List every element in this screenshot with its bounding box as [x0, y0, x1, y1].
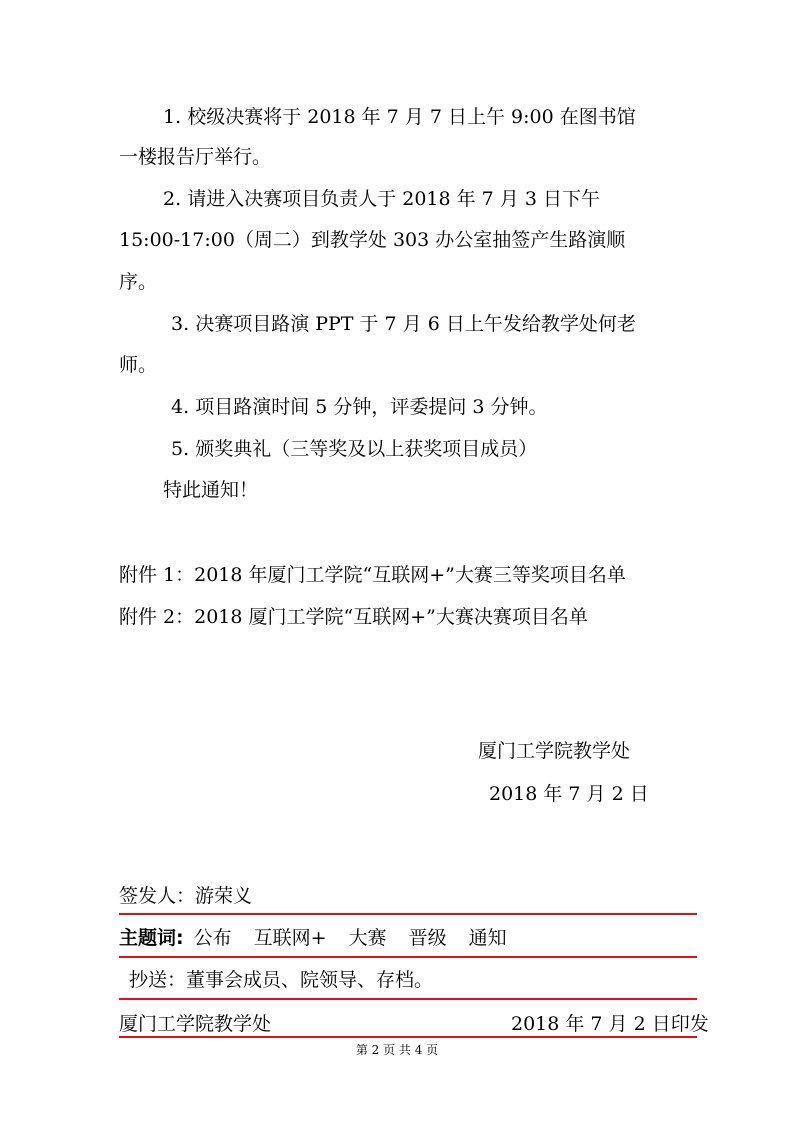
item-4-line: [171, 395, 548, 419]
keyword-item: 通知: [468, 927, 507, 949]
keywords-line: [119, 926, 507, 950]
attachment-1: 附件 1：2018 年厦门工学院“互联网+”大赛三等奖项目名单: [119, 564, 626, 586]
keyword-item: 大赛: [348, 927, 387, 949]
signature-org: 厦门工学院教学处: [478, 740, 631, 762]
red-rule-1: [119, 913, 697, 915]
keywords-label: 主题词:: [119, 927, 184, 949]
item-1-continuation: 一楼报告厅举行。: [119, 146, 272, 168]
item-4-text: 项目路演时间 5 分钟，评委提问 3 分钟。: [195, 396, 548, 418]
item-5-number: 5.: [171, 438, 190, 460]
item-2-text: 请进入决赛项目负责人于 2018 年 7 月 3 日下午: [187, 188, 600, 210]
item-1-number: 1.: [163, 106, 182, 128]
item-3-line: [171, 312, 636, 336]
cc-label: 抄送：: [129, 969, 187, 991]
signature-date: 2018 年 7 月 2 日: [489, 783, 649, 805]
keyword-item: 公布: [193, 927, 232, 949]
printed-date: 2018 年 7 月 2 日印发: [511, 1013, 709, 1035]
issuer-line: [119, 884, 252, 908]
keyword-item: 互联网+: [253, 927, 327, 949]
item-3-continuation: 师。: [119, 354, 158, 376]
item-3-number: 3.: [171, 313, 190, 335]
item-3-text: 决赛项目路演 PPT 于 7 月 6 日上午发给教学处何老: [195, 313, 636, 335]
item-1-text: 校级决赛将于 2018 年 7 月 7 日上午 9:00 在图书馆: [187, 106, 636, 128]
item-2-continuation-2: 序。: [119, 271, 158, 293]
red-rule-4: [119, 1036, 697, 1038]
item-2-number: 2.: [163, 188, 182, 210]
item-2-continuation: 15:00-17:00（周二）到教学处 303 办公室抽签产生路演顺: [119, 229, 626, 251]
item-5-line: [171, 437, 537, 461]
closing-text: 特此通知！: [163, 479, 259, 501]
item-1-line: [163, 105, 636, 129]
issuer-name: 游荣义: [195, 885, 253, 907]
issuer-label: 签发人：: [119, 885, 196, 907]
red-rule-2: [119, 956, 697, 958]
keyword-item: 晋级: [408, 927, 447, 949]
item-4-number: 4.: [171, 396, 190, 418]
cc-text: 董事会成员、院领导、存档。: [186, 969, 434, 991]
page-number: 第 2 页 共 4 页: [355, 1043, 439, 1057]
item-5-text: 颁奖典礼（三等奖及以上获奖项目成员）: [195, 438, 538, 460]
red-rule-3: [119, 998, 697, 1000]
printed-org: 厦门工学院教学处: [119, 1013, 272, 1035]
item-2-line: [163, 187, 600, 211]
attachment-2: 附件 2：2018 厦门工学院“互联网+”大赛决赛项目名单: [119, 606, 588, 628]
cc-line: [129, 968, 433, 992]
